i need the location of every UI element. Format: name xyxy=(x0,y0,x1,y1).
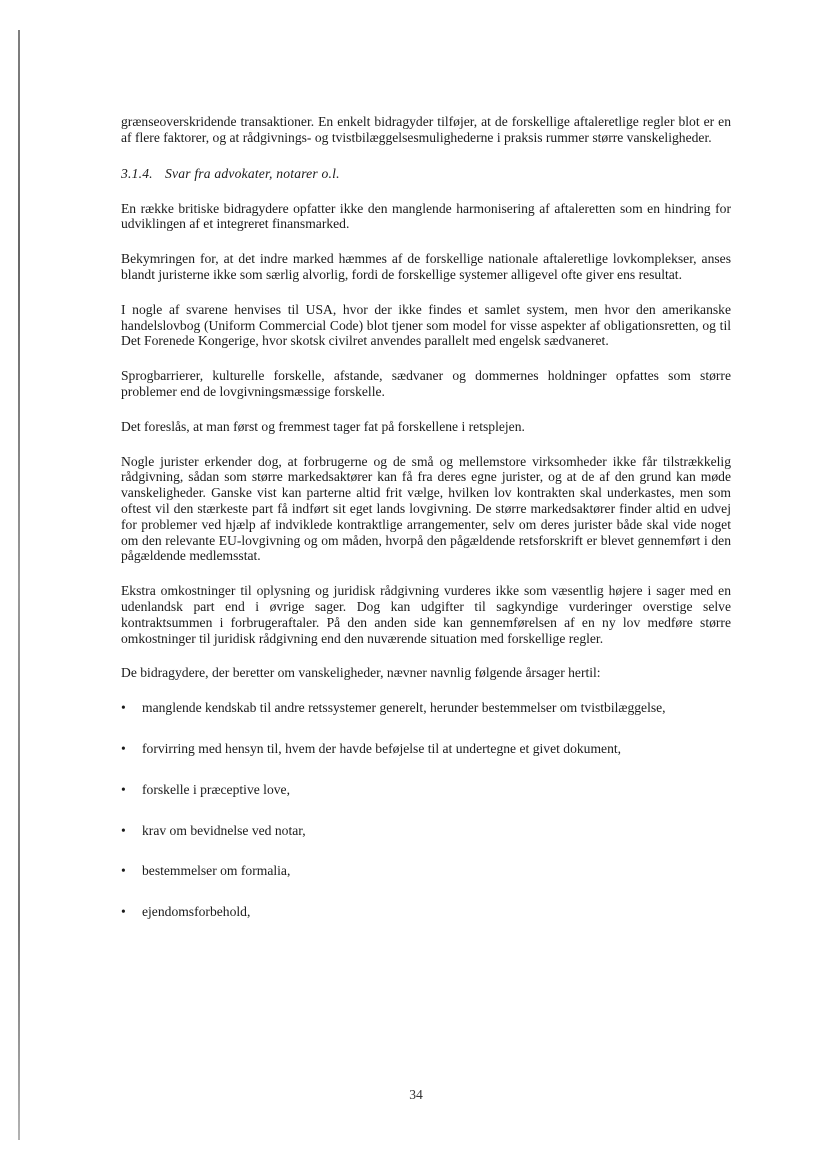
list-item-text: forskelle i præceptive love, xyxy=(142,781,290,797)
paragraph-2: Bekymringen for, at det indre marked hæmmes af de forskellige nationale aftaleretlige lovkomplekser, anses blandt juristerne ikke som særlig alvorlig, fordi de forskellige systemer alligevel ofte giver ens resultat. xyxy=(121,251,731,282)
list-item xyxy=(121,700,731,716)
list-item xyxy=(121,782,731,798)
bullet-icon: • xyxy=(121,863,126,879)
paragraph-4: Sprogbarrierer, kulturelle forskelle, afstande, sædvaner og dommernes holdninger opfattes som større problemer end de lovgivningsmæssige forskelle. xyxy=(121,368,731,399)
list-item xyxy=(121,904,731,920)
paragraph-8: De bidragydere, der beretter om vanskeligheder, nævner navnlig følgende årsager hertil: xyxy=(121,665,601,681)
section-heading xyxy=(121,166,731,182)
list-item xyxy=(121,741,731,757)
paragraph-1: En række britiske bidragydere opfatter ikke den manglende harmonisering af aftaleretten som en hindring for udviklingen af et integreret finansmarked. xyxy=(121,200,731,232)
reasons-list xyxy=(121,700,731,920)
list-item-text: forvirring med hensyn til, hvem der havde beføjelse til at undertegne et givet dokument, xyxy=(142,740,622,756)
paragraph-3: I nogle af svarene henvises til USA, hvor der ikke findes et samlet system, men hvor den amerikanske handelslovbog (Uniform Commercial Code) blot tjener som model for visse aspekter af obligationsretten, og til Det Forenede Kongerige, hvor skotsk civilret anvendes parallelt med engelsk sædvaneret. xyxy=(121,301,731,349)
paragraph-6: Nogle jurister erkender dog, at forbrugerne og de små og mellemstore virksomheder ikke får tilstrækkelig rådgivning, sådan som større markedsaktører kan få fra deres egne jurister, og at de af den grund kan møde vanskeligheder. Ganske vist kan parterne altid frit vælge, hvilken lov kontrakten skal underkastes, men som oftest vil den stærkeste part få indført sit eget lands lovgivning. De større markedsaktører finder altid en udvej for problemer ved hjælp af indviklede kontraktlige arrangementer, selv om deres jurister både skal vide noget om den relevante EU-lovgivning og om måden, hvorpå den pågældende retsforskrift er blevet gennemført i den pågældende medlemsstat. xyxy=(121,453,731,564)
bullet-icon: • xyxy=(121,781,126,797)
scan-edge-shadow xyxy=(18,30,20,1140)
list-item-text: bestemmelser om formalia, xyxy=(142,863,291,879)
list-item-text: krav om bevidnelse ved notar, xyxy=(142,822,306,838)
list-item xyxy=(121,863,731,879)
intro-paragraph: grænseoverskridende transaktioner. En enkelt bidragyder tilføjer, at de forskellige aftaleretlige regler blot er en af flere faktorer, og at rådgivnings- og tvistbilæggelsesmulighederne i praksis rummer større vanskeligheder. xyxy=(121,114,731,145)
document-page xyxy=(121,114,731,945)
section-title: Svar fra advokater, notarer o.l. xyxy=(165,165,340,181)
section-number: 3.1.4. xyxy=(121,165,153,181)
bullet-icon: • xyxy=(121,822,126,838)
list-item-text: manglende kendskab til andre retssystemer generelt, herunder bestemmelser om tvistbilæggelse, xyxy=(142,700,666,716)
bullet-icon: • xyxy=(121,904,126,920)
paragraph-7: Ekstra omkostninger til oplysning og juridisk rådgivning vurderes ikke som væsentlig højere i sager med en udenlandsk part end i øvrige sager. Dog kan udgifter til sagkyndige vurderinger overstige selve kontraktsummen i forbrugeraftaler. På den anden side kan gennemførelsen af en ny lov medføre større omkostninger til juridisk rådgivning end den nuværende situation med forskellige regler. xyxy=(121,583,731,646)
paragraph-5: Det foreslås, at man først og fremmest tager fat på forskellene i retsplejen. xyxy=(121,418,525,434)
list-item-text: ejendomsforbehold, xyxy=(142,904,251,920)
list-item xyxy=(121,823,731,839)
page-number: 34 xyxy=(409,1087,423,1102)
bullet-icon: • xyxy=(121,740,126,756)
bullet-icon: • xyxy=(121,700,126,716)
